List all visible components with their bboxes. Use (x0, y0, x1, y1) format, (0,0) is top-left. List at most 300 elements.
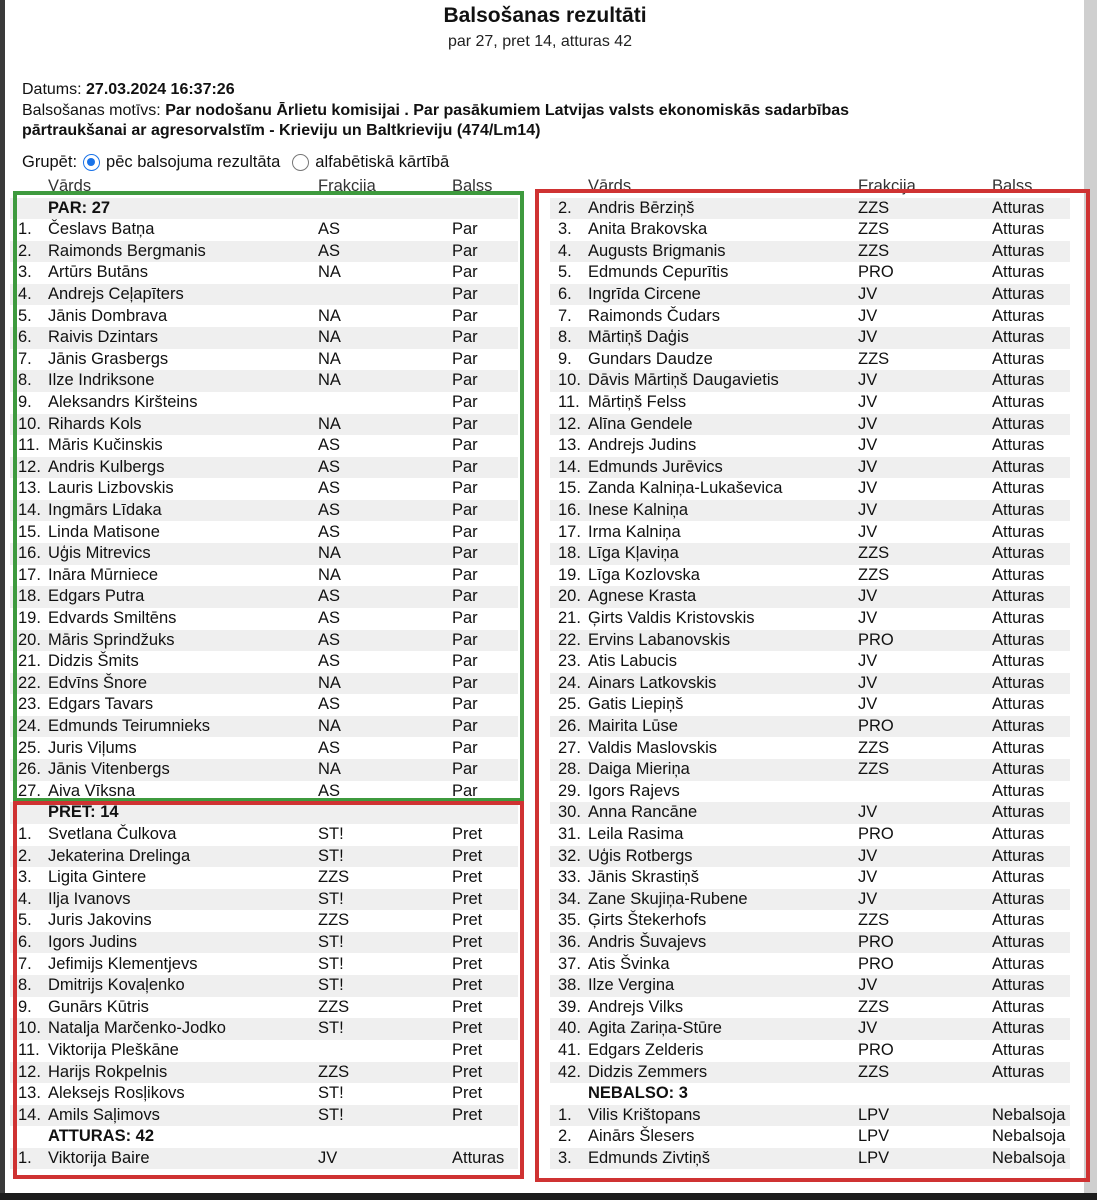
row-number: 7. (558, 306, 572, 325)
member-name: Inese Kalniņa (588, 500, 688, 519)
member-vote: Pret (452, 1084, 483, 1103)
member-name: Ervins Labanovskis (588, 630, 731, 649)
section-title: PRET: 14 (48, 803, 119, 822)
member-faction: ZZS (858, 198, 890, 217)
member-name: Rihards Kols (48, 414, 142, 433)
member-faction: AS (318, 241, 341, 260)
member-faction: AS (318, 436, 341, 455)
row-number: 2. (558, 198, 572, 217)
member-faction: ZZS (858, 565, 890, 584)
member-name: Mārtiņš Felss (588, 392, 687, 411)
member-faction: AS (318, 587, 341, 606)
member-name: Vilis Krištopans (588, 1105, 701, 1124)
motive-line-2 (22, 121, 540, 140)
row-number: 19. (18, 608, 41, 627)
member-name: Raimonds Čudars (588, 306, 721, 325)
member-faction: ST! (318, 889, 344, 908)
member-faction: ZZS (858, 911, 890, 930)
member-vote: Par (452, 608, 478, 627)
row-number: 24. (18, 716, 41, 735)
member-name: Gunārs Kūtris (48, 997, 149, 1016)
member-vote: Atturas (992, 371, 1045, 390)
member-vote: Par (452, 284, 478, 303)
member-vote: Atturas (992, 954, 1045, 973)
par-highlight-box (13, 191, 524, 802)
row-number: 23. (558, 652, 581, 671)
member-vote: Nebalsoja (992, 1105, 1066, 1124)
row-number: 1. (18, 220, 32, 239)
member-faction: ST! (318, 1019, 344, 1038)
member-vote: Atturas (992, 824, 1045, 843)
member-faction: NA (318, 371, 341, 390)
member-name: Andris Kulbergs (48, 457, 165, 476)
row-number: 29. (558, 781, 581, 800)
member-faction: AS (318, 479, 341, 498)
member-name: Edvards Smiltēns (48, 608, 177, 627)
member-faction: ST! (318, 954, 344, 973)
member-vote: Par (452, 436, 478, 455)
member-name: Andrejs Vilks (588, 997, 684, 1016)
member-name: Viktorija Pleškāne (48, 1040, 179, 1059)
member-vote: Atturas (992, 760, 1045, 779)
member-faction: AS (318, 652, 341, 671)
member-vote: Atturas (992, 846, 1045, 865)
member-name: Jānis Grasbergs (48, 349, 169, 368)
row-number: 16. (18, 544, 41, 563)
member-vote: Atturas (992, 997, 1045, 1016)
row-number: 26. (18, 760, 41, 779)
row-number: 6. (18, 932, 32, 951)
member-name: Atis Švinka (588, 954, 670, 973)
member-vote: Atturas (992, 565, 1045, 584)
row-number: 1. (18, 824, 32, 843)
member-faction: JV (858, 868, 878, 887)
member-name: Jānis Skrastiņš (588, 868, 699, 887)
photo-edge-bottom (0, 1193, 1097, 1200)
row-number: 27. (558, 738, 581, 757)
member-name: Gundars Daudze (588, 349, 713, 368)
member-vote: Atturas (992, 932, 1045, 951)
member-name: Juris Jakovins (48, 911, 152, 930)
member-faction: JV (858, 522, 878, 541)
member-vote: Par (452, 565, 478, 584)
member-vote: Atturas (992, 198, 1045, 217)
member-name: Ainārs Šlesers (588, 1127, 695, 1146)
member-faction: AS (318, 630, 341, 649)
member-name: Irma Kalniņa (588, 522, 681, 541)
member-vote: Pret (452, 954, 483, 973)
member-name: Edgars Zelderis (588, 1040, 704, 1059)
member-name: Ilze Vergina (588, 976, 675, 995)
member-vote: Atturas (992, 976, 1045, 995)
member-name: Svetlana Čulkova (48, 824, 177, 843)
member-name: Andrejs Judins (588, 436, 697, 455)
member-name: Edmunds Zivtiņš (588, 1148, 710, 1167)
member-vote: Par (452, 760, 478, 779)
member-vote: Atturas (992, 889, 1045, 908)
row-number: 12. (18, 1062, 41, 1081)
member-faction: JV (858, 673, 878, 692)
member-name: Ingrīda Circene (588, 284, 701, 303)
member-vote: Par (452, 500, 478, 519)
member-faction: PRO (858, 824, 894, 843)
member-faction: ST! (318, 1084, 344, 1103)
row-number: 2. (18, 846, 32, 865)
member-faction: JV (858, 392, 878, 411)
row-number: 25. (558, 695, 581, 714)
row-number: 14. (18, 1105, 41, 1124)
name-header: Vārds (48, 177, 92, 195)
member-vote: Par (452, 630, 478, 649)
member-vote: Par (452, 306, 478, 325)
member-name: Alīna Gendele (588, 414, 693, 433)
member-faction: ZZS (858, 1062, 890, 1081)
member-vote: Pret (452, 932, 483, 951)
member-name: Jānis Dombrava (48, 306, 168, 325)
member-faction: NA (318, 306, 341, 325)
member-name: Edmunds Teirumnieks (48, 716, 211, 735)
member-name: Mārtiņš Daģis (588, 328, 689, 347)
member-vote: Atturas (452, 1148, 505, 1167)
motive-text-1: Par nodošanu Ārlietu komisijai . Par pasākumiem Latvijas valsts ekonomiskās sadarbības (165, 102, 850, 119)
page-title: Balsošanas rezultāti (443, 4, 647, 27)
member-name: Artūrs Butāns (48, 263, 148, 282)
row-number: 13. (558, 436, 581, 455)
vote-header: Balss (992, 177, 1033, 195)
member-name: Raivis Dzintars (48, 328, 159, 347)
member-faction: JV (858, 846, 878, 865)
member-name: Ingmārs Līdaka (48, 500, 162, 519)
member-faction: ZZS (858, 738, 890, 757)
member-faction: ZZS (318, 911, 350, 930)
member-name: Edmunds Jurēvics (588, 457, 723, 476)
section-title: ATTURAS: 42 (48, 1127, 155, 1146)
member-vote: Pret (452, 1062, 483, 1081)
member-name: Igors Rajevs (588, 781, 680, 800)
row-number: 1. (18, 1148, 32, 1167)
member-name: Edvīns Šnore (48, 673, 148, 692)
member-name: Jefimijs Klementjevs (48, 954, 198, 973)
row-number: 5. (558, 263, 572, 282)
pret-highlight-box (13, 801, 524, 1179)
member-faction: JV (858, 803, 878, 822)
row-number: 5. (18, 911, 32, 930)
member-name: Harijs Rokpelnis (48, 1062, 168, 1081)
member-vote: Par (452, 544, 478, 563)
member-name: Andris Bērziņš (588, 198, 695, 217)
member-vote: Par (452, 652, 478, 671)
member-faction: JV (858, 608, 878, 627)
member-name: Lauris Lizbovskis (48, 479, 174, 498)
member-name: Līga Kozlovska (588, 565, 700, 584)
row-number: 3. (558, 1148, 572, 1167)
row-number: 10. (18, 1019, 41, 1038)
member-faction: ZZS (858, 760, 890, 779)
member-name: Aleksejs Rosļikovs (48, 1084, 185, 1103)
member-faction: ZZS (858, 544, 890, 563)
member-name: Mairita Lūse (588, 716, 678, 735)
member-faction: JV (858, 695, 878, 714)
row-number: 21. (18, 652, 41, 671)
member-faction: JV (318, 1148, 338, 1167)
row-number: 3. (558, 220, 572, 239)
row-number: 38. (558, 976, 581, 995)
row-number: 17. (558, 522, 581, 541)
row-number: 8. (18, 976, 32, 995)
member-vote: Atturas (992, 392, 1045, 411)
row-number: 11. (18, 436, 40, 455)
member-vote: Par (452, 587, 478, 606)
member-faction: AS (318, 781, 341, 800)
member-name: Andris Šuvajevs (588, 932, 707, 951)
member-vote: Pret (452, 1019, 483, 1038)
member-vote: Atturas (992, 414, 1045, 433)
member-name: Ģirts Štekerhofs (588, 911, 707, 930)
member-vote: Atturas (992, 220, 1045, 239)
member-vote: Atturas (992, 911, 1045, 930)
member-vote: Atturas (992, 695, 1045, 714)
row-number: 15. (18, 522, 41, 541)
member-faction: AS (318, 220, 341, 239)
member-vote: Atturas (992, 630, 1045, 649)
row-number: 10. (558, 371, 581, 390)
member-vote: Atturas (992, 1062, 1045, 1081)
grouping-options (22, 153, 449, 172)
member-vote: Atturas (992, 500, 1045, 519)
member-faction: PRO (858, 263, 894, 282)
member-name: Edmunds Cepurītis (588, 263, 729, 282)
row-number: 41. (558, 1040, 581, 1059)
member-faction: JV (858, 457, 878, 476)
row-number: 19. (558, 565, 581, 584)
member-faction: JV (858, 328, 878, 347)
member-vote: Atturas (992, 673, 1045, 692)
member-vote: Atturas (992, 868, 1045, 887)
member-name: Agnese Krasta (588, 587, 697, 606)
member-name: Edgars Tavars (48, 695, 154, 714)
row-number: 42. (558, 1062, 581, 1081)
member-vote: Atturas (992, 716, 1045, 735)
row-number: 26. (558, 716, 581, 735)
member-vote: Pret (452, 889, 483, 908)
member-name: Ligita Gintere (48, 868, 147, 887)
row-number: 20. (18, 630, 41, 649)
member-faction: JV (858, 976, 878, 995)
member-vote: Par (452, 716, 478, 735)
row-number: 14. (558, 457, 581, 476)
member-name: Daiga Mieriņa (588, 760, 690, 779)
member-faction: ST! (318, 932, 344, 951)
row-number: 23. (18, 695, 41, 714)
results-summary: par 27, pret 14, atturas 42 (447, 33, 633, 50)
member-faction: PRO (858, 716, 894, 735)
member-vote: Atturas (992, 587, 1045, 606)
row-number: 2. (18, 241, 32, 260)
member-vote: Par (452, 392, 478, 411)
member-vote: Atturas (992, 328, 1045, 347)
radio-by-result-label[interactable]: pēc balsojuma rezultāta (106, 153, 281, 171)
row-number: 9. (18, 997, 32, 1016)
member-vote: Pret (452, 1040, 483, 1059)
motive-label: Balsošanas motīvs: (22, 102, 161, 119)
row-number: 13. (18, 479, 41, 498)
member-name: Valdis Maslovskis (588, 738, 717, 757)
member-name: Zane Skujiņa-Rubene (588, 889, 748, 908)
row-number: 3. (18, 868, 32, 887)
member-faction: JV (858, 889, 878, 908)
date-label: Datums: (22, 81, 82, 98)
member-name: Dmitrijs Kovaļenko (48, 976, 185, 995)
row-number: 8. (18, 371, 32, 390)
member-vote: Par (452, 220, 478, 239)
member-vote: Par (452, 328, 478, 347)
member-vote: Par (452, 349, 478, 368)
member-faction: ST! (318, 1105, 344, 1124)
atturas-highlight-box (535, 189, 1090, 1182)
member-name: Līga Kļaviņa (588, 544, 679, 563)
row-number: 7. (18, 349, 32, 368)
member-name: Jānis Vitenbergs (48, 760, 170, 779)
member-vote: Atturas (992, 1019, 1045, 1038)
member-faction: NA (318, 760, 341, 779)
member-name: Uģis Mitrevics (48, 544, 151, 563)
member-vote: Pret (452, 1105, 483, 1124)
row-number: 6. (558, 284, 572, 303)
row-number: 5. (18, 306, 32, 325)
member-vote: Pret (452, 976, 483, 995)
row-number: 24. (558, 673, 581, 692)
member-vote: Pret (452, 846, 483, 865)
member-name: Ģirts Valdis Kristovskis (588, 608, 755, 627)
member-faction: NA (318, 716, 341, 735)
member-name: Juris Viļums (48, 738, 137, 757)
member-faction: ST! (318, 976, 344, 995)
motive-text-2: pārtraukšanai ar agresorvalstīm - Krieviju un Baltkrieviju (474/Lm14) (22, 122, 541, 139)
member-vote: Atturas (992, 738, 1045, 757)
member-vote: Atturas (992, 284, 1045, 303)
faction-header: Frakcija (318, 177, 376, 195)
member-faction: ST! (318, 824, 344, 843)
member-faction: AS (318, 695, 341, 714)
member-faction: AS (318, 457, 341, 476)
member-name: Viktorija Baire (48, 1148, 150, 1167)
member-faction: ZZS (318, 868, 350, 887)
member-name: Anna Rancāne (588, 803, 698, 822)
row-number: 16. (558, 500, 581, 519)
member-name: Amils Saļimovs (48, 1105, 160, 1124)
member-name: Aiva Vīksna (48, 781, 136, 800)
member-vote: Par (452, 781, 478, 800)
row-number: 22. (18, 673, 41, 692)
row-number: 25. (18, 738, 41, 757)
radio-by-result[interactable] (83, 154, 100, 171)
section-title: PAR: 27 (48, 198, 111, 217)
row-number: 4. (18, 889, 32, 908)
member-faction: PRO (858, 630, 894, 649)
member-faction: JV (858, 1019, 878, 1038)
member-faction: PRO (858, 1040, 894, 1059)
row-number: 6. (18, 328, 32, 347)
row-number: 39. (558, 997, 581, 1016)
member-faction: JV (858, 436, 878, 455)
row-number: 27. (18, 781, 41, 800)
member-name: Ilja Ivanovs (48, 889, 131, 908)
member-faction: JV (858, 500, 878, 519)
member-name: Andrejs Ceļapīters (48, 284, 184, 303)
radio-alphabetical-label[interactable]: alfabētiskā kārtībā (315, 153, 450, 171)
radio-alphabetical[interactable] (292, 154, 309, 171)
member-faction: LPV (858, 1148, 890, 1167)
member-vote: Pret (452, 824, 483, 843)
row-number: 14. (18, 500, 41, 519)
member-faction: ZZS (318, 997, 350, 1016)
member-vote: Pret (452, 911, 483, 930)
member-faction: JV (858, 479, 878, 498)
member-name: Augusts Brigmanis (588, 241, 726, 260)
member-name: Gatis Liepiņš (588, 695, 684, 714)
member-faction: NA (318, 565, 341, 584)
member-faction: ZZS (858, 997, 890, 1016)
row-number: 33. (558, 868, 581, 887)
member-faction: JV (858, 414, 878, 433)
row-number: 12. (18, 457, 41, 476)
name-header: Vārds (588, 177, 632, 195)
member-name: Atis Labucis (588, 652, 677, 671)
member-name: Natalja Marčenko-Jodko (48, 1019, 226, 1038)
member-name: Leila Rasima (588, 824, 684, 843)
member-faction: NA (318, 414, 341, 433)
member-name: Didzis Šmits (48, 652, 139, 671)
group-label: Grupēt: (22, 153, 78, 171)
member-vote: Atturas (992, 306, 1045, 325)
member-vote: Par (452, 414, 478, 433)
member-name: Dāvis Mārtiņš Daugavietis (588, 371, 779, 390)
member-faction: ZZS (858, 349, 890, 368)
member-vote: Atturas (992, 479, 1045, 498)
row-number: 35. (558, 911, 581, 930)
member-name: Jekaterina Drelinga (48, 846, 191, 865)
member-faction: JV (858, 587, 878, 606)
member-vote: Atturas (992, 544, 1045, 563)
member-vote: Par (452, 479, 478, 498)
member-vote: Atturas (992, 457, 1045, 476)
member-faction: LPV (858, 1127, 890, 1146)
vote-header: Balss (452, 177, 493, 195)
member-vote: Par (452, 457, 478, 476)
member-name: Zanda Kalniņa-Lukaševica (588, 479, 783, 498)
row-number: 37. (558, 954, 581, 973)
row-number: 4. (18, 284, 32, 303)
row-number: 18. (18, 587, 41, 606)
date-line (22, 80, 235, 99)
member-faction: PRO (858, 954, 894, 973)
row-number: 11. (18, 1040, 40, 1059)
member-faction: JV (858, 306, 878, 325)
row-number: 9. (558, 349, 572, 368)
member-vote: Par (452, 241, 478, 260)
member-vote: Par (452, 673, 478, 692)
row-number: 22. (558, 630, 581, 649)
member-faction: AS (318, 738, 341, 757)
row-number: 7. (18, 954, 32, 973)
member-vote: Atturas (992, 436, 1045, 455)
row-number: 40. (558, 1019, 581, 1038)
member-faction: AS (318, 522, 341, 541)
member-name: Māris Kučinskis (48, 436, 163, 455)
row-number: 31. (558, 824, 581, 843)
member-name: Ilze Indriksone (48, 371, 155, 390)
member-vote: Atturas (992, 781, 1045, 800)
